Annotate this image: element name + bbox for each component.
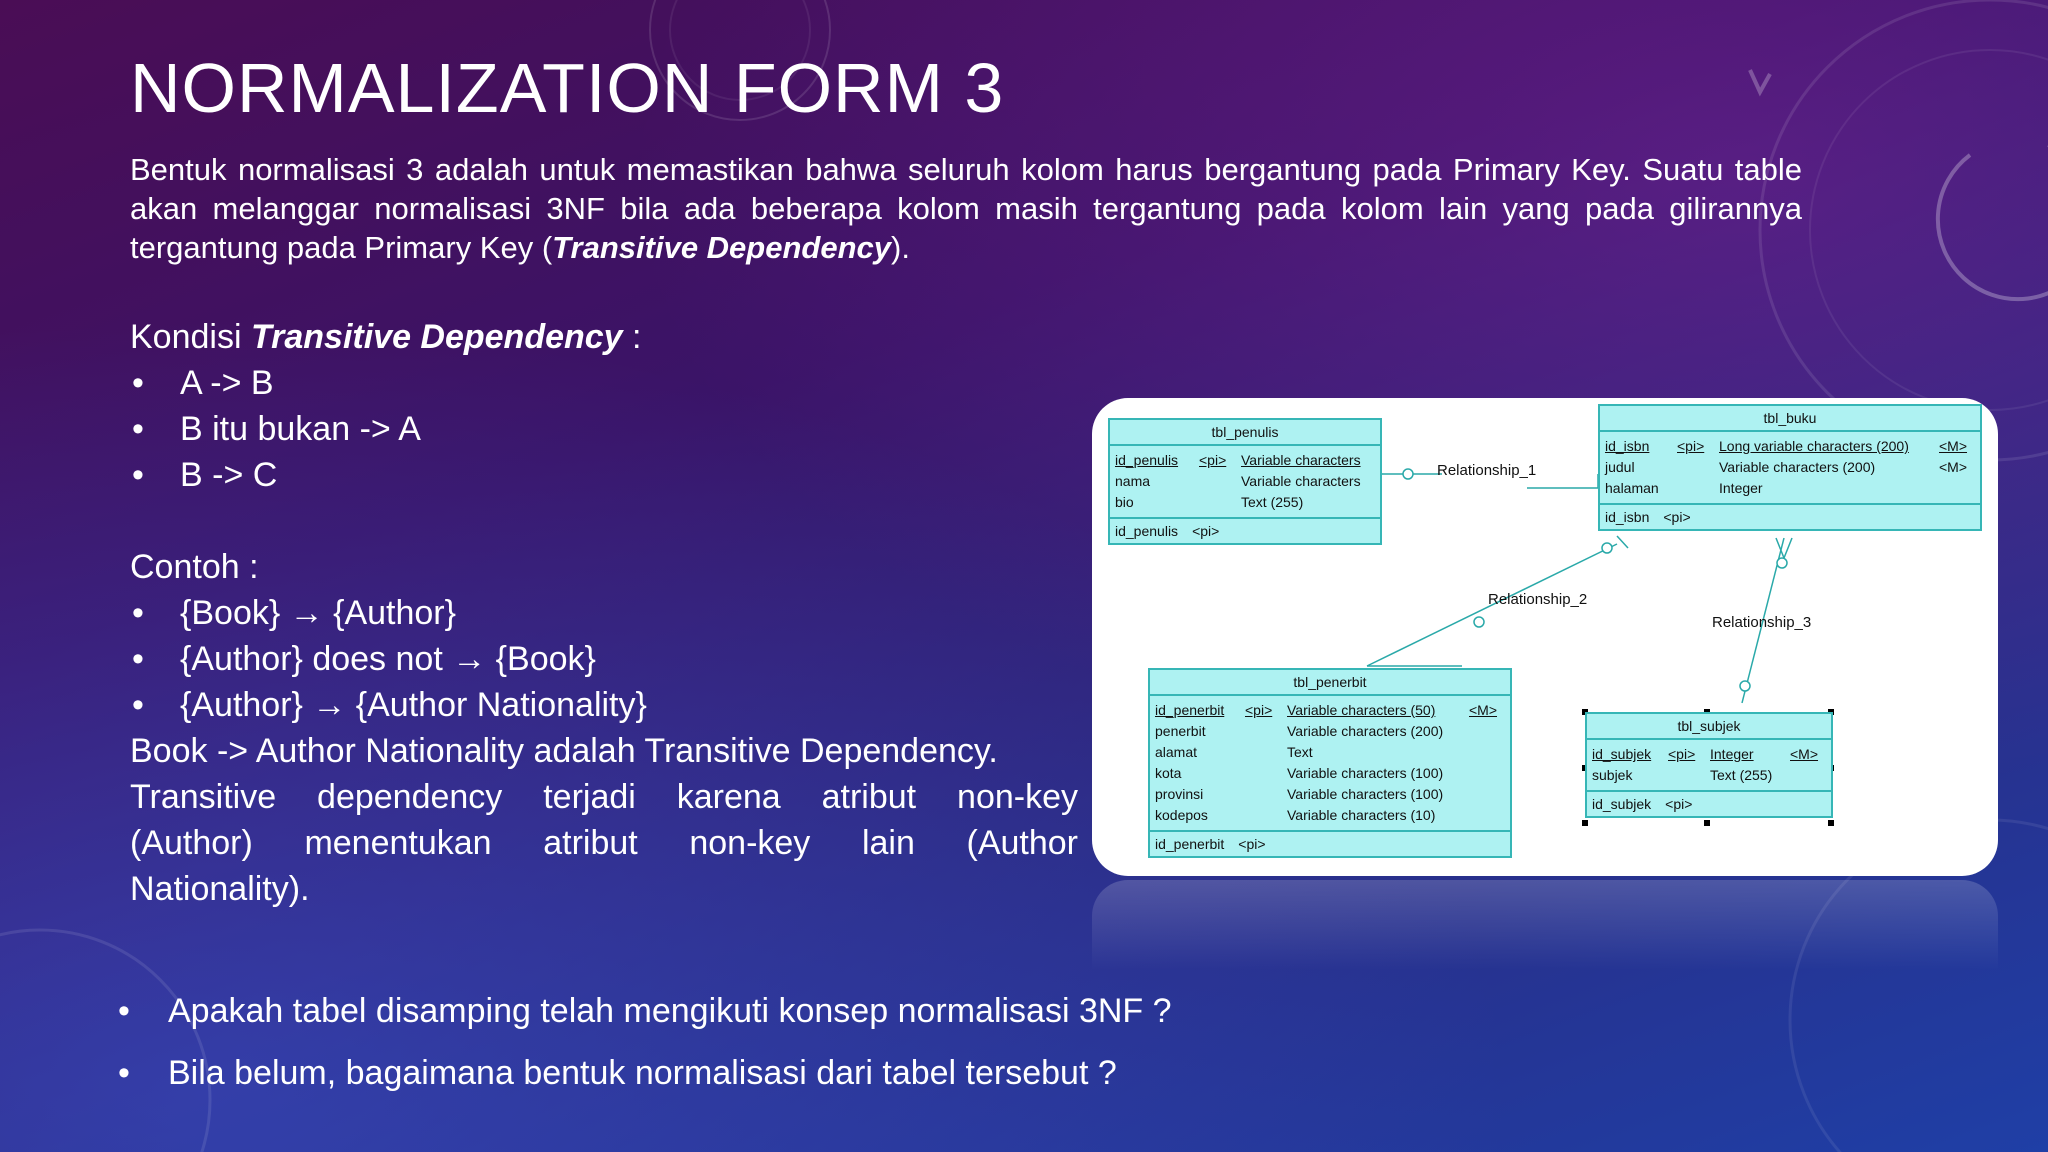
identifier-tag: <pi>	[1238, 836, 1266, 852]
attribute-key: <pi>	[1668, 746, 1696, 762]
content-block	[130, 314, 1080, 912]
attribute-name: bio	[1115, 494, 1134, 510]
identifier-tag: <pi>	[1665, 796, 1693, 812]
bullet-icon: •	[132, 364, 144, 402]
identifier-name: id_subjek	[1592, 796, 1652, 812]
bullet-icon: •	[132, 594, 144, 632]
list-item	[130, 360, 1080, 406]
entity-title: tbl_penulis	[1110, 420, 1380, 446]
attribute-row	[1155, 763, 1505, 784]
identifier-name: id_penulis	[1115, 523, 1179, 539]
contoh-item: {Author} does not → {Book}	[180, 640, 596, 678]
intro-emphasis: Transitive Dependency	[552, 230, 892, 265]
attribute-mandatory: <M>	[1939, 459, 1968, 475]
attribute-type: Variable characters (100)	[1287, 786, 1444, 802]
kondisi-emphasis: Transitive Dependency	[250, 318, 623, 356]
attribute-name: kodepos	[1155, 807, 1208, 823]
identifier-row	[1110, 519, 1380, 543]
intro-end: ).	[891, 230, 910, 265]
list-item	[130, 590, 1080, 636]
attribute-key: <pi>	[1677, 438, 1705, 454]
statement-text: Book -> Author Nationality adalah Transitive Dependency.	[130, 732, 998, 770]
attribute-name: kota	[1155, 765, 1182, 781]
identifier-name: id_isbn	[1605, 509, 1650, 525]
attribute-type: Text (255)	[1710, 767, 1773, 783]
attribute-mandatory: <M>	[1469, 702, 1498, 718]
attribute-row	[1115, 492, 1375, 513]
identifier-tag: <pi>	[1663, 509, 1691, 525]
list-item	[118, 980, 1172, 1042]
attribute-row	[1592, 744, 1826, 765]
relationship-3-label: Relationship_3	[1712, 614, 1812, 631]
contoh-item: {Author} → {Author Nationality}	[180, 686, 647, 724]
entity-tbl-subjek[interactable]	[1585, 712, 1833, 818]
kondisi-item: B itu bukan -> A	[180, 410, 421, 448]
attribute-name: judul	[1605, 459, 1635, 475]
relationship-2-label: Relationship_2	[1488, 591, 1588, 608]
attribute-row	[1592, 765, 1826, 786]
explanation-line: (Author) menentukan atribut non-key lain (Author	[130, 824, 1078, 862]
attribute-row	[1115, 450, 1375, 471]
bullet-icon: •	[132, 410, 144, 448]
entity-tbl-buku[interactable]	[1598, 404, 1982, 531]
question-text: Bila belum, bagaimana bentuk normalisasi dari tabel tersebut ?	[168, 1054, 1117, 1092]
list-item	[118, 1042, 1172, 1104]
attribute-type: Variable characters (50)	[1287, 702, 1436, 718]
identifier-row	[1600, 505, 1980, 529]
intro-paragraph	[130, 150, 1802, 267]
list-item	[130, 682, 1080, 728]
attribute-name: provinsi	[1155, 786, 1204, 802]
attribute-name: nama	[1115, 473, 1151, 489]
bullet-icon: •	[132, 686, 144, 724]
attribute-row	[1155, 784, 1505, 805]
attribute-name: id_subjek	[1592, 746, 1652, 762]
list-item	[130, 636, 1080, 682]
diagram-reflection	[1092, 880, 1998, 970]
attribute-type: Text	[1287, 744, 1313, 760]
entity-tbl-penerbit[interactable]	[1148, 668, 1512, 858]
attribute-name: subjek	[1592, 767, 1633, 783]
attribute-name: alamat	[1155, 744, 1198, 760]
bullet-icon: •	[132, 640, 144, 678]
identifier-row	[1150, 832, 1510, 856]
question-text: Apakah tabel disamping telah mengikuti konsep normalisasi 3NF ?	[168, 992, 1172, 1030]
attribute-type: Variable characters (10)	[1287, 807, 1436, 823]
entity-title: tbl_subjek	[1587, 714, 1831, 740]
er-diagram-image	[1092, 398, 1998, 876]
attribute-type: Integer	[1719, 480, 1763, 496]
attribute-name: id_isbn	[1605, 438, 1650, 454]
attribute-row	[1605, 478, 1975, 499]
intro-text: Bentuk normalisasi 3 adalah untuk memastikan bahwa seluruh kolom harus bergantung pada Primary Key. Suatu table akan melanggar normalisasi 3NF bila ada beberapa kolom masih tergantung pada kolom lain yang pada gilirannya tergantung pada Primary Key (	[130, 152, 1802, 265]
contoh-heading: Contoh :	[130, 548, 259, 586]
attribute-mandatory: <M>	[1790, 746, 1819, 762]
attribute-row	[1155, 721, 1505, 742]
attribute-type: Long variable characters (200)	[1719, 438, 1909, 454]
bullet-icon: •	[132, 456, 144, 494]
kondisi-item: A -> B	[180, 364, 274, 402]
identifier-tag: <pi>	[1192, 523, 1220, 539]
slide-title: NORMALIZATION FORM 3	[130, 49, 1005, 127]
bullet-icon: •	[118, 1054, 130, 1092]
attribute-type: Variable characters (200)	[1287, 723, 1444, 739]
attribute-name: halaman	[1605, 480, 1659, 496]
question-list	[118, 980, 1172, 1104]
attribute-type: Variable characters	[1241, 452, 1361, 468]
attribute-row	[1605, 457, 1975, 478]
entity-title: tbl_buku	[1600, 406, 1980, 432]
attribute-type: Text (255)	[1241, 494, 1304, 510]
attribute-row	[1115, 471, 1375, 492]
explanation-line: Transitive dependency terjadi karena atribut non-key	[130, 778, 1078, 816]
attribute-mandatory: <M>	[1939, 438, 1968, 454]
attribute-name: id_penerbit	[1155, 702, 1225, 718]
attribute-type: Integer	[1710, 746, 1754, 762]
kondisi-suffix: :	[622, 318, 642, 356]
kondisi-item: B -> C	[180, 456, 278, 494]
attribute-row	[1155, 805, 1505, 826]
attribute-name: penerbit	[1155, 723, 1206, 739]
contoh-item: {Book} → {Author}	[180, 594, 456, 632]
attribute-type: Variable characters (100)	[1287, 765, 1444, 781]
kondisi-prefix: Kondisi	[130, 318, 251, 356]
attribute-key: <pi>	[1199, 452, 1227, 468]
kondisi-heading	[130, 314, 1080, 360]
attribute-type: Variable characters (200)	[1719, 459, 1876, 475]
identifier-row	[1587, 792, 1831, 816]
attribute-type: Variable characters	[1241, 473, 1361, 489]
attribute-row	[1605, 436, 1975, 457]
entity-title: tbl_penerbit	[1150, 670, 1510, 696]
attribute-row	[1155, 700, 1505, 721]
relationship-1-label: Relationship_1	[1437, 462, 1537, 479]
bullet-icon: •	[118, 992, 130, 1030]
attribute-key: <pi>	[1245, 702, 1273, 718]
attribute-row	[1155, 742, 1505, 763]
attribute-name: id_penulis	[1115, 452, 1179, 468]
list-item	[130, 406, 1080, 452]
explanation-line: Nationality).	[130, 870, 310, 908]
entity-tbl-penulis[interactable]	[1108, 418, 1382, 545]
identifier-name: id_penerbit	[1155, 836, 1225, 852]
list-item	[130, 452, 1080, 498]
